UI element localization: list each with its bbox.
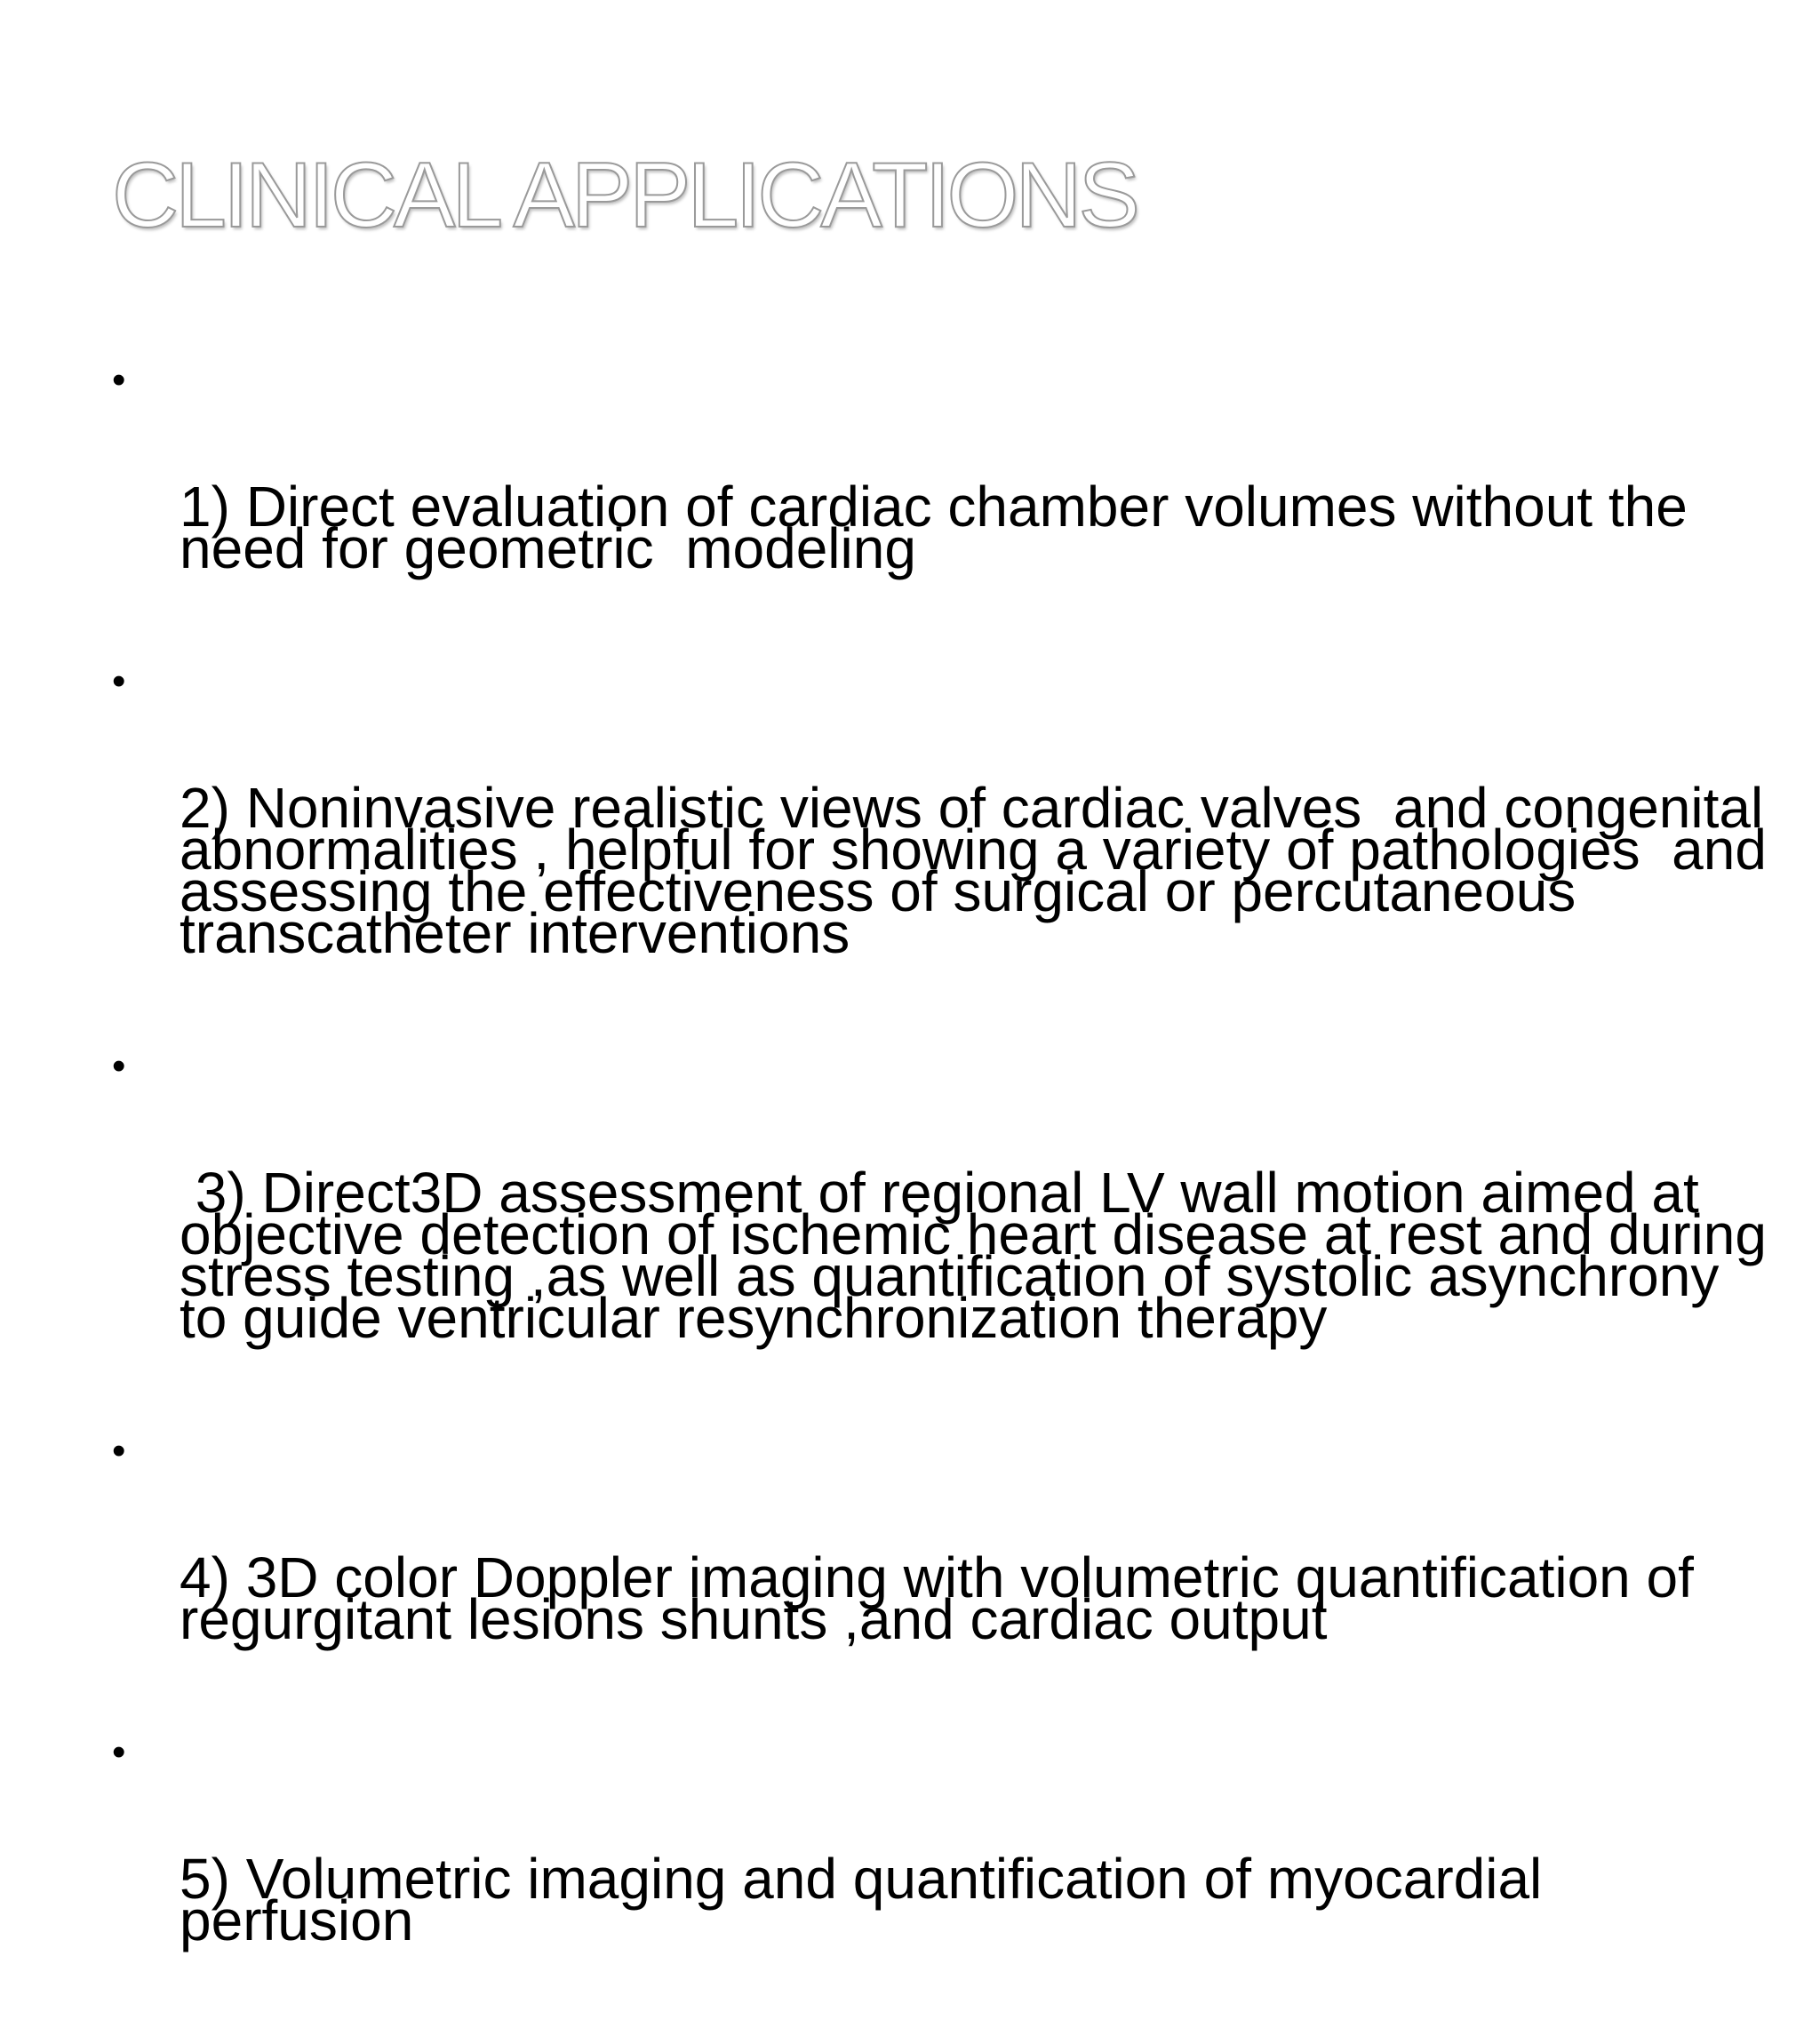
bullet-icon: • [112, 1044, 126, 1088]
bullet-text-3: 3) Direct3D assessment of regional LV wall motion aimed at objective detection of ischemic heart disease at rest and during stress testing ,as well as quantification of systolic asynchrony to guide ventricular resynchronization therapy [180, 1161, 1783, 1350]
bullet-list [105, 354, 1783, 2027]
bullet-icon: • [112, 1730, 126, 1774]
bullet-icon: • [112, 358, 126, 402]
slide-title: CLINICAL APPLICATIONS [112, 144, 1137, 247]
bullet-item-1 [105, 354, 1767, 653]
bullet-icon: • [112, 659, 126, 703]
bullet-item-5 [105, 1726, 1767, 2025]
bullet-text-4: 4) 3D color Doppler imaging with volumetric quantification of regurgitant lesions shunts ,and cardiac output [180, 1545, 1710, 1651]
bullet-text-2: 2) Noninvasive realistic views of cardiac valves and congenital abnormalities , helpful for showing a variety of pathologies and assessing the effectiveness of surgical or percutaneous transcatheter interventions [180, 776, 1783, 965]
bullet-text-5: 5) Volumetric imaging and quantification of myocardial perfusion [180, 1847, 1559, 1952]
bullet-item-3 [105, 1040, 1783, 1423]
bullet-text-1: 1) Direct evaluation of cardiac chamber volumes without the need for geometric modeling [180, 475, 1704, 580]
bullet-item-2 [105, 655, 1783, 1038]
bullet-item-4 [105, 1425, 1767, 1724]
bullet-icon: • [112, 1429, 126, 1473]
